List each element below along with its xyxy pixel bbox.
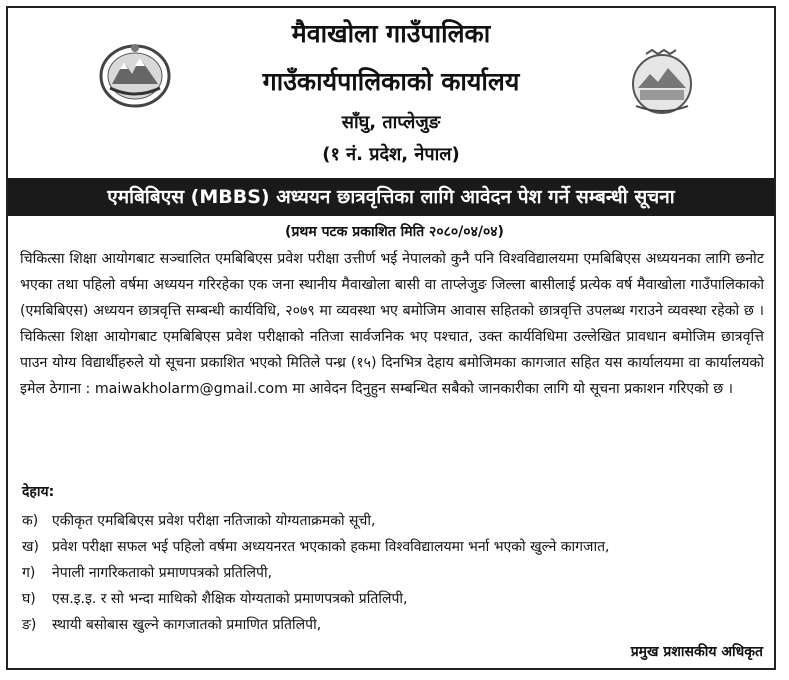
letterhead [8,8,774,176]
list-item-text: प्रवेश परीक्षा सफल भई पहिलो वर्षमा अध्ययनरत भएकाको हकमा विश्वविद्यालयमा भर्ना भएको खुल्ने कागजात, [52,539,610,555]
list-marker: ख) [22,539,39,555]
office-address: साँघु, ताप्लेजुङ [341,112,441,133]
notice-title: एमबिबिएस (MBBS) अध्ययन छात्रवृत्तिका लागि आवेदन पेश गर्ने सम्बन्धी सूचना [8,178,774,216]
list-item [22,560,772,586]
list-marker: क) [22,513,39,529]
office-province: (१ नं. प्रदेश, नेपाल) [322,144,460,165]
list-item-text: स्थायी बसोबास खुल्ने कागजातको प्रमाणित प्रतिलिपी, [52,617,322,633]
municipality-name: मैवाखोला गाउँपालिका [291,19,491,48]
list-item [22,586,772,612]
list-item-text: एस.इ.इ. र सो भन्दा माथिको शैक्षिक योग्यताको प्रमाणपत्रको प्रतिलिपी, [52,591,408,607]
list-item [22,612,772,638]
list-marker: घ) [22,591,36,607]
list-marker: ग) [22,565,36,581]
office-name: गाउँकार्यपालिकाको कार्यालय [262,67,520,96]
list-item-text: नेपाली नागरिकताको प्रमाणपत्रको प्रतिलिपी, [52,565,273,581]
enclosures-title: देहाय: [22,484,55,500]
enclosures-list [22,508,772,638]
list-item [22,508,772,534]
notice-body: चिकित्सा शिक्षा आयोगबाट सञ्चालित एमबिबिएस प्रवेश परीक्षा उत्तीर्ण भई नेपालको कुनै पनि विश्वविद्यालयमा एमबिबिएस अध्ययनका लागि छनोट भएका तथा पहिलो वर्षमा अध्ययन गरिरहेका एक जना स्थानीय मैवाखोला बासी वा ताप्लेजुङ जिल्ला बासीलाई प्रत्येक वर्ष मैवाखोला गाउँपालिकाको (एमबिबिएस) अध्ययन छात्रवृत्ति सम्बन्धी कार्यविधि, २०७९ मा व्यवस्था भए बमोजिम आवास सहितको छात्रवृत्ति उपलब्ध गराउने व्यवस्था रहेको छ । चिकित्सा शिक्षा आयोगबाट एमबिबिएस प्रवेश परीक्षाको नतिजा सार्वजनिक भए पश्चात, उक्त कार्यविधिमा उल्लेखित प्रावधान बमोजिम छात्रवृत्ति पाउन योग्य विद्यार्थीहरुले यो सूचना प्रकाशित भएको मितिले पन्ध्र (१५) दिनभित्र देहाय बमोजिमका कागजात सहित यस कार्यालयमा वा कार्यालयको इमेल ठेगाना : maiwakholarm@gmail.com मा आवेदन दिनुहुन सम्बन्धित सबैको जानकारीका लागि यो सूचना प्रकाशन गरिएको छ । [20,251,764,397]
list-item [22,534,772,560]
signatory-title: प्रमुख प्रशासकीय अधिकृत [630,644,763,660]
published-date: (प्रथम पटक प्रकाशित मिति २०८०/०४/०४) [285,224,504,240]
list-marker: ङ) [22,617,37,633]
list-item-text: एकीकृत एमबिबिएस प्रवेश परीक्षा नतिजाको योग्यताक्रमको सूची, [52,513,376,529]
